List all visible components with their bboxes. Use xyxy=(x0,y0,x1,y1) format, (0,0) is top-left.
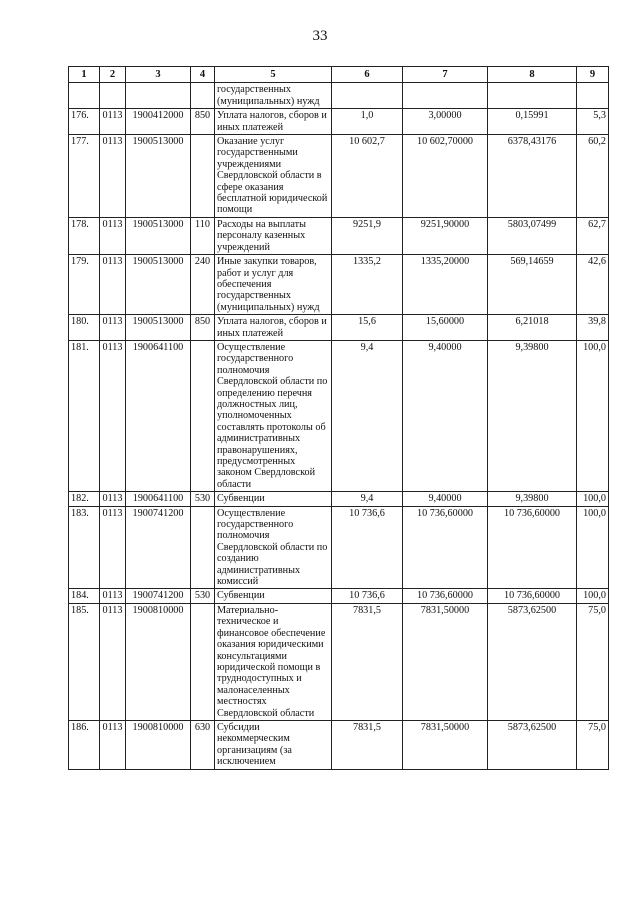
approved-amount-cell: 1,0 xyxy=(332,109,403,135)
executed-amount-cell: 5803,07499 xyxy=(488,217,577,254)
section-code-cell: 0113 xyxy=(100,603,126,720)
table-row xyxy=(69,315,609,341)
executed-amount-cell: 6,21018 xyxy=(488,315,577,341)
page-number: 33 xyxy=(312,28,328,44)
approved-amount-cell: 7831,5 xyxy=(332,720,403,769)
approved-amount-cell: 9,4 xyxy=(332,340,403,491)
table-row xyxy=(69,506,609,589)
table-row xyxy=(69,603,609,720)
expense-type-cell xyxy=(191,603,215,720)
percent-executed-cell: 42,6 xyxy=(577,255,609,315)
target-article-cell: 1900810000 xyxy=(126,603,191,720)
header-cell: 1 xyxy=(69,67,100,83)
percent-executed-cell: 100,0 xyxy=(577,340,609,491)
header-cell: 9 xyxy=(577,67,609,83)
row-number-cell: 178. xyxy=(69,217,100,254)
expense-type-cell xyxy=(191,506,215,589)
expense-type-cell: 850 xyxy=(191,315,215,341)
approved-amount-cell: 15,6 xyxy=(332,315,403,341)
table-row xyxy=(69,135,609,218)
budget-allocation-cell: 3,00000 xyxy=(403,109,488,135)
approved-amount-cell: 10 602,7 xyxy=(332,135,403,218)
target-article-cell: 1900641100 xyxy=(126,492,191,506)
header-cell: 4 xyxy=(191,67,215,83)
row-number-cell: 179. xyxy=(69,255,100,315)
target-article-cell: 1900641100 xyxy=(126,340,191,491)
item-name-cell: Иные закупки товаров, работ и услуг для обеспечения государственных (муниципальных) нужд xyxy=(215,255,332,315)
item-name-cell: Субсидии некоммерческим организациям (за исключением xyxy=(215,720,332,769)
target-article-cell: 1900513000 xyxy=(126,315,191,341)
expense-type-cell: 530 xyxy=(191,492,215,506)
header-cell: 2 xyxy=(100,67,126,83)
percent-executed-cell: 39,8 xyxy=(577,315,609,341)
target-article-cell: 1900513000 xyxy=(126,217,191,254)
target-article-cell: 1900412000 xyxy=(126,109,191,135)
budget-table xyxy=(68,66,609,770)
section-code-cell xyxy=(100,83,126,109)
item-name-cell: государственных (муниципальных) нужд xyxy=(215,83,332,109)
header-cell: 8 xyxy=(488,67,577,83)
executed-amount-cell: 9,39800 xyxy=(488,340,577,491)
percent-executed-cell: 100,0 xyxy=(577,589,609,603)
table-row xyxy=(69,589,609,603)
section-code-cell: 0113 xyxy=(100,492,126,506)
section-code-cell: 0113 xyxy=(100,217,126,254)
executed-amount-cell: 10 736,60000 xyxy=(488,589,577,603)
table-row xyxy=(69,492,609,506)
percent-executed-cell: 100,0 xyxy=(577,492,609,506)
target-article-cell: 1900513000 xyxy=(126,255,191,315)
header-cell: 5 xyxy=(215,67,332,83)
row-number-cell: 184. xyxy=(69,589,100,603)
row-number-cell: 186. xyxy=(69,720,100,769)
approved-amount-cell xyxy=(332,83,403,109)
section-code-cell: 0113 xyxy=(100,506,126,589)
percent-executed-cell: 75,0 xyxy=(577,603,609,720)
table-row xyxy=(69,720,609,769)
expense-type-cell: 630 xyxy=(191,720,215,769)
executed-amount-cell: 9,39800 xyxy=(488,492,577,506)
section-code-cell: 0113 xyxy=(100,720,126,769)
budget-allocation-cell: 10 736,60000 xyxy=(403,589,488,603)
budget-allocation-cell: 9,40000 xyxy=(403,492,488,506)
approved-amount-cell: 10 736,6 xyxy=(332,506,403,589)
approved-amount-cell: 1335,2 xyxy=(332,255,403,315)
percent-executed-cell: 62,7 xyxy=(577,217,609,254)
table-row xyxy=(69,83,609,109)
expense-type-cell xyxy=(191,340,215,491)
expense-type-cell: 530 xyxy=(191,589,215,603)
item-name-cell: Субвенции xyxy=(215,492,332,506)
budget-allocation-cell: 10 736,60000 xyxy=(403,506,488,589)
row-number-cell: 177. xyxy=(69,135,100,218)
approved-amount-cell: 7831,5 xyxy=(332,603,403,720)
budget-allocation-cell xyxy=(403,83,488,109)
expense-type-cell xyxy=(191,135,215,218)
target-article-cell xyxy=(126,83,191,109)
expense-type-cell: 110 xyxy=(191,217,215,254)
budget-allocation-cell: 10 602,70000 xyxy=(403,135,488,218)
row-number-cell xyxy=(69,83,100,109)
section-code-cell: 0113 xyxy=(100,340,126,491)
item-name-cell: Осуществление государственного полномочия Свердловской области по определению перечня должностных лиц, уполномоченных составлять протоколы об административных правонарушениях, предусмотренных законом Свердловской области xyxy=(215,340,332,491)
budget-allocation-cell: 15,60000 xyxy=(403,315,488,341)
budget-allocation-cell: 7831,50000 xyxy=(403,720,488,769)
item-name-cell: Оказание услуг государственными учреждениями Свердловской области в сфере оказания бесплатной юридической помощи xyxy=(215,135,332,218)
table-row xyxy=(69,255,609,315)
header-cell: 3 xyxy=(126,67,191,83)
target-article-cell: 1900513000 xyxy=(126,135,191,218)
executed-amount-cell: 0,15991 xyxy=(488,109,577,135)
section-code-cell: 0113 xyxy=(100,255,126,315)
approved-amount-cell: 10 736,6 xyxy=(332,589,403,603)
executed-amount-cell: 5873,62500 xyxy=(488,720,577,769)
header-cell: 7 xyxy=(403,67,488,83)
item-name-cell: Материально-техническое и финансовое обеспечение оказания юридическими консультациями юридической помощи в труднодоступных и малонаселенных местностях Свердловской области xyxy=(215,603,332,720)
item-name-cell: Осуществление государственного полномочия Свердловской области по созданию административных комиссий xyxy=(215,506,332,589)
expense-type-cell: 850 xyxy=(191,109,215,135)
target-article-cell: 1900741200 xyxy=(126,589,191,603)
table-row xyxy=(69,109,609,135)
target-article-cell: 1900810000 xyxy=(126,720,191,769)
table-header-row xyxy=(69,67,609,83)
budget-allocation-cell: 9251,90000 xyxy=(403,217,488,254)
section-code-cell: 0113 xyxy=(100,315,126,341)
expense-type-cell xyxy=(191,83,215,109)
table-row xyxy=(69,217,609,254)
item-name-cell: Уплата налогов, сборов и иных платежей xyxy=(215,315,332,341)
percent-executed-cell xyxy=(577,83,609,109)
percent-executed-cell: 100,0 xyxy=(577,506,609,589)
percent-executed-cell: 60,2 xyxy=(577,135,609,218)
header-cell: 6 xyxy=(332,67,403,83)
item-name-cell: Расходы на выплаты персоналу казенных учреждений xyxy=(215,217,332,254)
row-number-cell: 180. xyxy=(69,315,100,341)
percent-executed-cell: 5,3 xyxy=(577,109,609,135)
expense-type-cell: 240 xyxy=(191,255,215,315)
table-row xyxy=(69,340,609,491)
row-number-cell: 185. xyxy=(69,603,100,720)
row-number-cell: 181. xyxy=(69,340,100,491)
item-name-cell: Уплата налогов, сборов и иных платежей xyxy=(215,109,332,135)
executed-amount-cell: 5873,62500 xyxy=(488,603,577,720)
approved-amount-cell: 9,4 xyxy=(332,492,403,506)
budget-allocation-cell: 9,40000 xyxy=(403,340,488,491)
budget-allocation-cell: 7831,50000 xyxy=(403,603,488,720)
section-code-cell: 0113 xyxy=(100,109,126,135)
target-article-cell: 1900741200 xyxy=(126,506,191,589)
section-code-cell: 0113 xyxy=(100,135,126,218)
section-code-cell: 0113 xyxy=(100,589,126,603)
executed-amount-cell: 569,14659 xyxy=(488,255,577,315)
row-number-cell: 183. xyxy=(69,506,100,589)
row-number-cell: 182. xyxy=(69,492,100,506)
executed-amount-cell xyxy=(488,83,577,109)
approved-amount-cell: 9251,9 xyxy=(332,217,403,254)
executed-amount-cell: 10 736,60000 xyxy=(488,506,577,589)
row-number-cell: 176. xyxy=(69,109,100,135)
executed-amount-cell: 6378,43176 xyxy=(488,135,577,218)
percent-executed-cell: 75,0 xyxy=(577,720,609,769)
item-name-cell: Субвенции xyxy=(215,589,332,603)
budget-allocation-cell: 1335,20000 xyxy=(403,255,488,315)
